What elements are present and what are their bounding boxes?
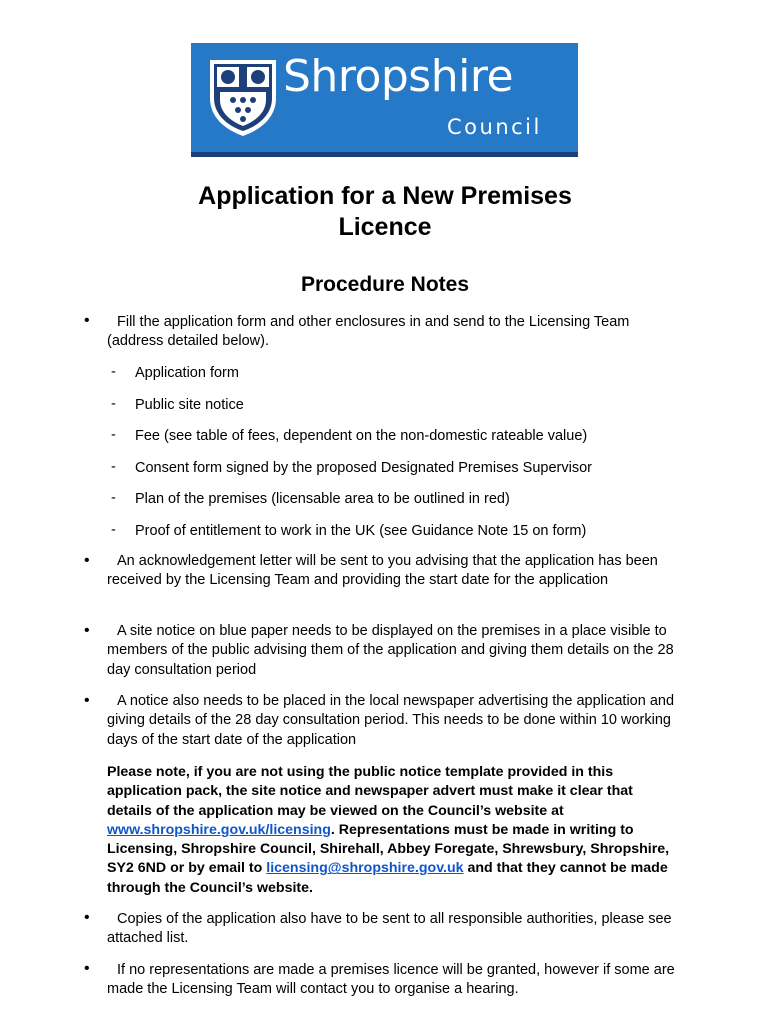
dash-icon: -: [111, 490, 116, 506]
enclosure-item: Proof of entitlement to work in the UK (see Guidance Note 15 on form): [135, 523, 587, 539]
bullet-icon: •: [84, 960, 90, 977]
coat-of-arms-icon: [208, 58, 278, 138]
enclosure-item: Public site notice: [135, 397, 244, 413]
point-paragraph: Copies of the application also have to be sent to all responsible authorities, please see attached list.: [107, 911, 672, 947]
logo-name: Shropshire: [283, 51, 514, 102]
page-title-line-2: Licence: [338, 213, 432, 241]
point-paragraph: An acknowledgement letter will be sent to you advising that the application has been received by the Licensing Team and providing the start date for the application: [107, 553, 658, 589]
logo-subtitle: Council: [447, 115, 542, 139]
dash-icon: -: [111, 459, 116, 475]
licensing-website-link[interactable]: www.shropshire.gov.uk/licensing: [107, 821, 331, 838]
section-heading: Procedure Notes: [300, 273, 470, 296]
point-paragraph: A notice also needs to be placed in the local newspaper advertising the application and giving details of the 28 day consultation period. This needs to be done within 10 working days of the start date of the application: [107, 693, 675, 748]
bullet-icon: •: [84, 622, 90, 639]
enclosure-item: Fee (see table of fees, dependent on the non-domestic rateable value): [135, 428, 588, 444]
dash-icon: -: [111, 522, 116, 538]
page-title: [0, 181, 770, 243]
dash-icon: -: [111, 396, 116, 412]
bullet-icon: •: [84, 552, 90, 569]
enclosure-item: Consent form signed by the proposed Designated Premises Supervisor: [135, 460, 592, 476]
note-text: . Representations must be made in writing to Licensing, Shropshire Council, Shirehall, Abbey Foregate, Shrewsbury, Shropshire, SY2 6ND or by email to: [107, 821, 670, 877]
point-paragraph: A site notice on blue paper needs to be displayed on the premises in a place visible to members of the public advising them of the application and giving them details on the 28 day consultation period: [107, 623, 674, 678]
public-notice-note: [107, 763, 677, 898]
dash-icon: -: [111, 364, 116, 380]
enclosure-item: Plan of the premises (licensable area to be outlined in red): [135, 491, 510, 507]
page-title-line-1: Application for a New Premises: [198, 182, 572, 210]
dash-icon: -: [111, 427, 116, 443]
enclosure-item: Application form: [135, 365, 239, 381]
note-text: Please note, if you are not using the public notice template provided in this application pack, the site notice and newspaper advert must make it clear that details of the application may be viewed on the Council’s website at: [107, 764, 633, 819]
point-paragraph: If no representations are made a premises licence will be granted, however if some are made the Licensing Team will contact you to organise a hearing.: [107, 962, 675, 998]
note-text: and that they cannot be made through the Council’s website.: [107, 860, 668, 896]
licensing-email-link[interactable]: licensing@shropshire.gov.uk: [266, 860, 464, 877]
shropshire-council-logo: [191, 43, 578, 157]
bullet-icon: •: [84, 312, 90, 329]
bullet-icon: •: [84, 909, 90, 926]
intro-paragraph: Fill the application form and other enclosures in and send to the Licensing Team (address detailed below).: [107, 314, 630, 350]
bullet-icon: •: [84, 692, 90, 709]
